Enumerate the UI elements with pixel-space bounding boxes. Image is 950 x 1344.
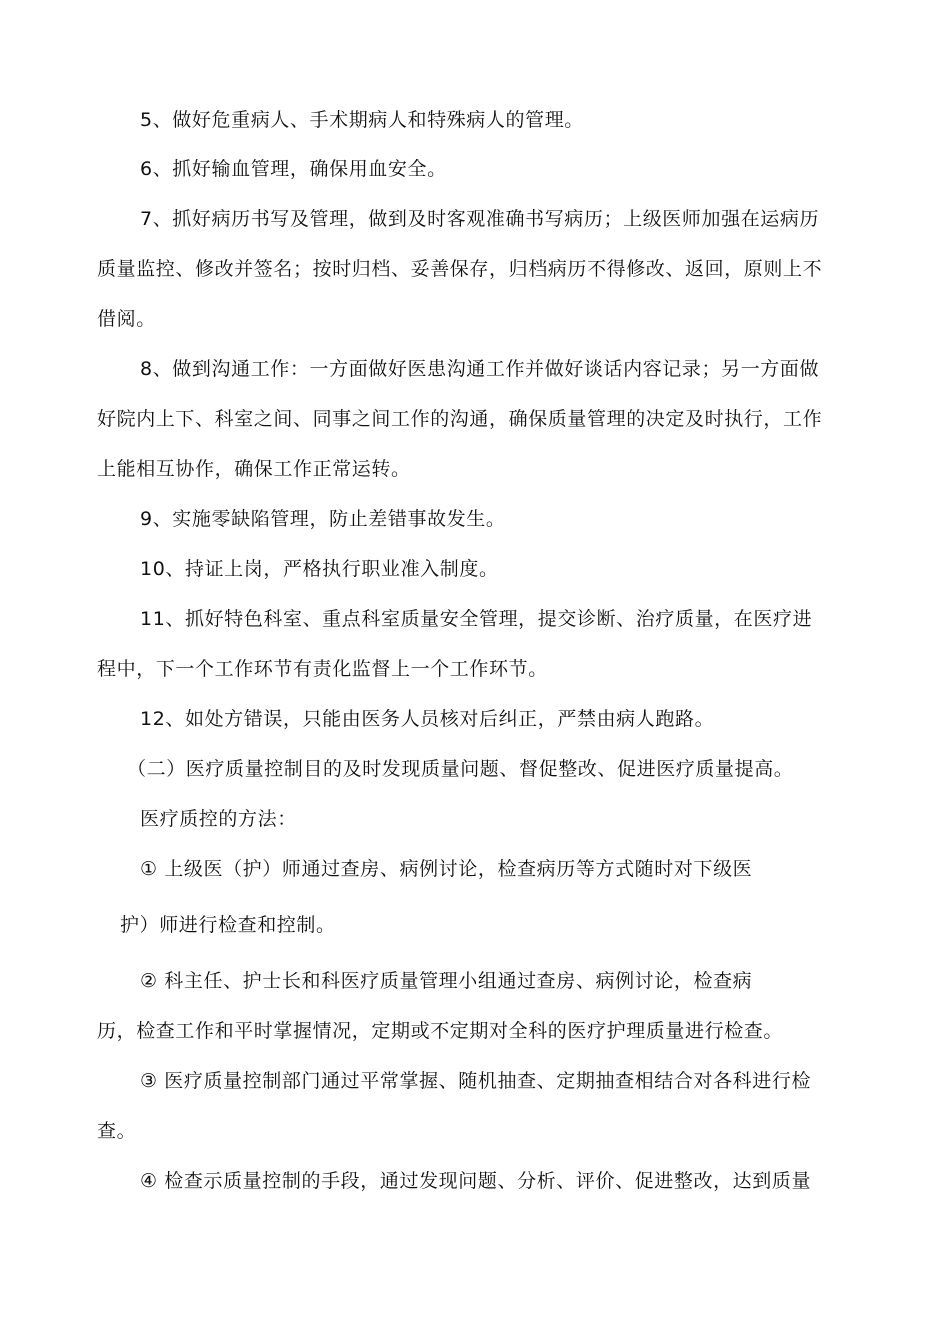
text-line-20: ③ 医疗质量控制部门通过平常掌握、随机抽查、定期抽查相结合对各科进行检 — [140, 1070, 812, 1092]
text-line-2: 6、抓好输血管理，确保用血安全。 — [140, 158, 447, 180]
text-line-12: 程中，下一个工作环节有责化监督上一个工作环节。 — [97, 658, 548, 680]
text-line-8: 上能相互协作，确保工作正常运转。 — [97, 458, 411, 480]
text-line-18: ② 科主任、护士长和科医疗质量管理小组通过查房、病例讨论，检查病 — [140, 970, 753, 992]
text-line-13: 12、如处方错误，只能由医务人员核对后纠正，严禁由病人跑路。 — [140, 708, 715, 730]
text-line-1: 5、做好危重病人、手术期病人和特殊病人的管理。 — [140, 109, 584, 131]
text-line-3: 7、抓好病历书写及管理，做到及时客观准确书写病历；上级医师加强在运病历 — [140, 208, 820, 230]
text-line-17: 护）师进行检查和控制。 — [120, 914, 336, 936]
text-line-6: 8、做到沟通工作：一方面做好医患沟通工作并做好谈话内容记录；另一方面做 — [140, 358, 820, 380]
text-line-5: 借阅。 — [97, 308, 156, 330]
text-line-14: （二）医疗质量控制目的及时发现质量问题、督促整改、促进医疗质量提高。 — [127, 758, 794, 780]
text-line-15: 医疗质控的方法： — [140, 808, 297, 830]
text-line-22: ④ 检查示质量控制的手段，通过发现问题、分析、评价、促进整改，达到质量 — [140, 1170, 812, 1192]
text-line-19: 历，检查工作和平时掌握情况，定期或不定期对全科的医疗护理质量进行检查。 — [97, 1020, 784, 1042]
text-line-7: 好院内上下、科室之间、同事之间工作的沟通，确保质量管理的决定及时执行，工作 — [97, 408, 823, 430]
text-line-10: 10、持证上岗，严格执行职业准入制度。 — [140, 558, 499, 580]
text-line-11: 11、抓好特色科室、重点科室质量安全管理，提交诊断、治疗质量，在医疗进 — [140, 608, 813, 630]
text-line-21: 查。 — [97, 1120, 137, 1142]
text-line-16: ① 上级医（护）师通过查房、病例讨论，检查病历等方式随时对下级医 — [140, 858, 753, 880]
text-line-9: 9、实施零缺陷管理，防止差错事故发生。 — [140, 508, 506, 530]
text-line-4: 质量监控、修改并签名；按时归档、妥善保存，归档病历不得修改、返回，原则上不 — [97, 258, 823, 280]
